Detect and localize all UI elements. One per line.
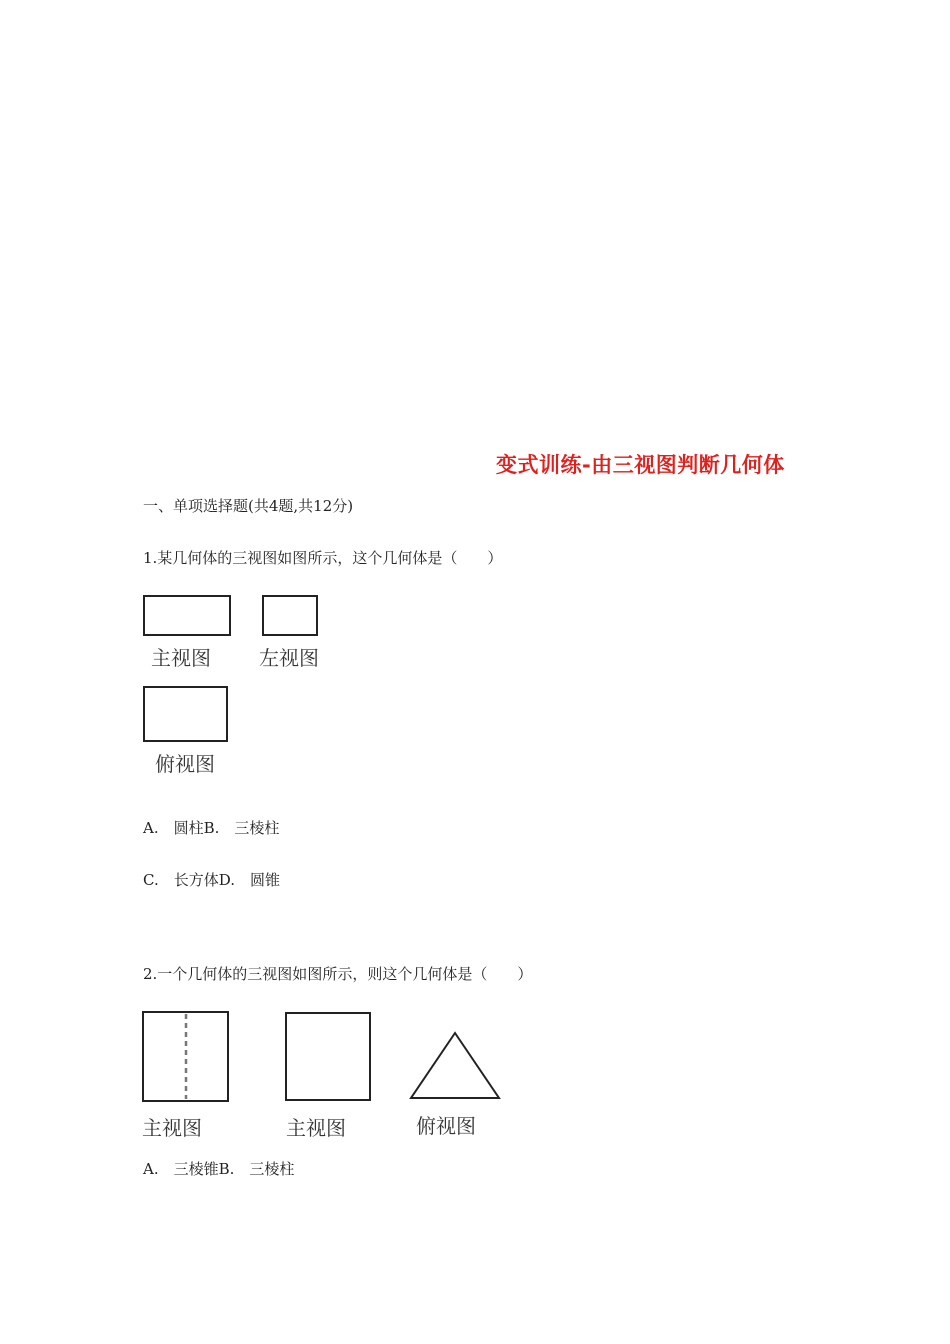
q2-view-3-label: 俯视图 [416, 1114, 476, 1138]
section-heading: 一、单项选择题(共4题,共12分) [143, 497, 354, 515]
q2-view-2-label: 主视图 [286, 1116, 346, 1140]
q1-top-view-label: 俯视图 [155, 752, 215, 776]
q1-top-view-rectangle [143, 686, 228, 742]
q1-front-view-label: 主视图 [151, 646, 211, 670]
question-2-stem: 2.一个几何体的三视图如图所示，则这个几何体是（ ） [143, 965, 533, 983]
q2-view-1-rectangle-with-dashed-line [142, 1011, 230, 1103]
q1-front-view-rectangle [143, 595, 231, 636]
q2-view-2-square [285, 1012, 371, 1101]
question-1-stem: 1.某几何体的三视图如图所示，这个几何体是（ ） [143, 549, 503, 567]
q1-left-view-rectangle [262, 595, 318, 636]
q1-options-ab: A. 圆柱B. 三棱柱 [143, 819, 280, 837]
page-title: 变式训练-由三视图判断几何体 [496, 453, 785, 477]
q1-options-cd: C. 长方体D. 圆锥 [143, 871, 280, 889]
q1-left-view-label: 左视图 [259, 646, 319, 670]
q2-view-3-triangle [408, 1030, 502, 1102]
q2-view-1-label: 主视图 [142, 1116, 202, 1140]
q2-options-ab: A. 三棱锥B. 三棱柱 [143, 1160, 295, 1178]
